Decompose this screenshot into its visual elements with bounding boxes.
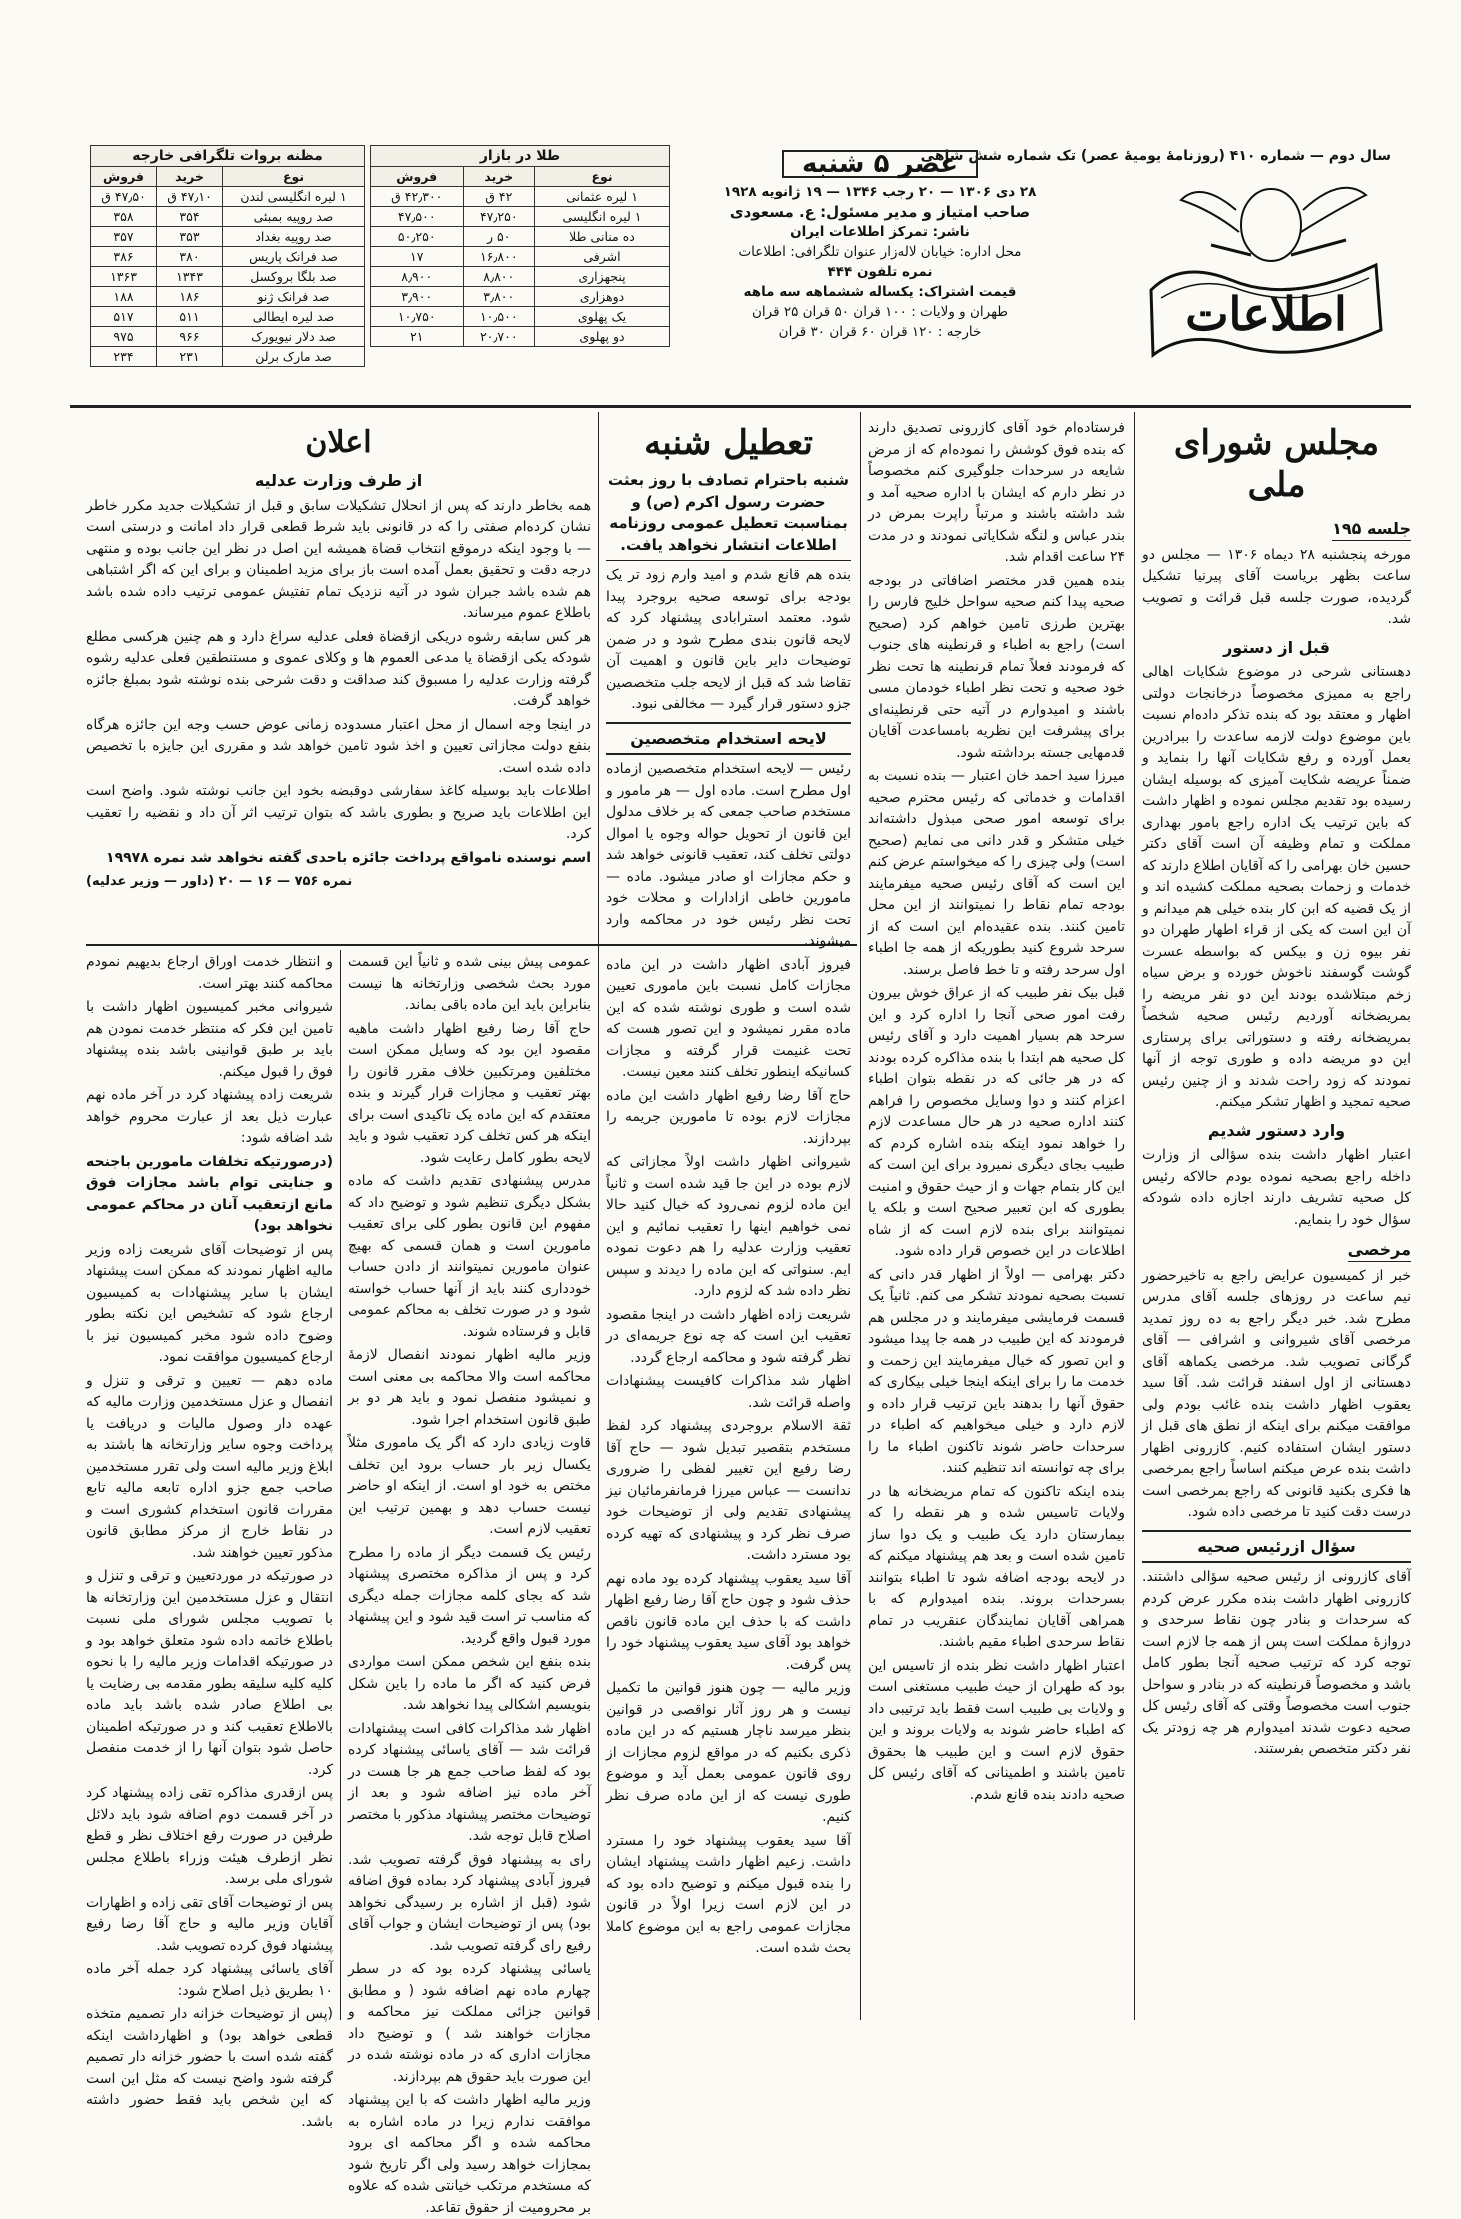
section-heading: قبل از دستور [1223, 637, 1330, 657]
fx-table-cell: ۳۵۴ [157, 207, 223, 227]
article-paragraph: وزیر مالیه اظهار نمودند انفصال لازمهٔ محاکمه است والا محاکمه بی معنی است و نمیشود منفصل نمود و باید هر دو بر طبق قانون استخدام اجرا شود. [348, 1347, 591, 1428]
gold-table-cell: دو پهلوی [535, 327, 670, 347]
article-paragraph: فیروز آبادی اظهار داشت در این ماده مجازات کامل نسبت باین ماموری تعیین شده است و طوری نوشته شده که این ماده مقرر نمیشود و این تصور هست که تحت غنیمت قرار گرفته و مجازات کسانیکه اینطور تخلف کنند معین نیست. [606, 956, 851, 1080]
fx-table-caption: مظنه بروات تلگرافی خارجه [90, 145, 365, 166]
notice-paragraph: اسم نوسنده نامواقع پرداخت جائزه باحدی گفته نخواهد شد نمره ۱۹۹۷۸ [106, 849, 591, 866]
fx-table [90, 166, 365, 367]
gold-table-cell: پنجهزاری [535, 267, 670, 287]
article-paragraph: شیروانی اظهار داشت اولاً مجازاتی که لازم بوده در این جا قید شده است و ثانیاً این ماده لزوم نمی‌رود که خیال کنید حالا نمی خواهیم اینها را تعقیب نمائیم و این تعقیب وزارت عدلیه را هم دعوت نموده ایم. سنواتی که این ماده را دیدند و سپس نظر داده شد که لزوم دارد. [606, 1154, 851, 1299]
article-paragraph: مورخه پنجشنبه ۲۸ دیماه ۱۳۰۶ — مجلس دو ساعت بظهر بریاست آقای پیرنیا تشکیل گردیده، صورت جلسه قبل قرائت و تصویب شد. [1142, 546, 1411, 627]
article-paragraph: ماده دهم — تعیین و ترقی و تنزل و انفصال و عزل مستخدمین وزارت مالیه که عهده دار وصول مالیات و دریافت یا پرداخت وجوه سایر وزارتخانه ها باشند به ابلاغ وزیر مالیه است ولی تقرر مستخدمین صاحب جمع جزو اداره تابعه مالیه تابع مقررات قانون استخدام کشوری است و در نقاط خارج از مرکز مطابق قانون مذکور تعیین خواهند شد. [86, 1372, 333, 1561]
gold-table-cell: ۴۷٫۵۰۰ [371, 207, 464, 227]
article-paragraph: آقای یاسائی پیشنهاد کرد جمله آخر ماده ۱۰ بطریق ذیل اصلاح شود: [86, 1961, 333, 1999]
article-paragraph: و انتظار خدمت اوراق ارجاع بدیهیم نمودم محاکمه کنند بهتر است. [86, 954, 333, 992]
article-paragraph: فرستاده‌ام خود آقای کازرونی تصدیق دارند که بنده فوق کوشش را نموده‌ام که از مرض شایعه در سرحدات جلوگیری کنم مخصوصاً در نظر دارم که ایشان با اداره صحیه آمد و شد داشته باشند و مرتباً راپرت بمرض در بندر عباس و لنگه شکایاتی نمودند و در مدت ۲۴ ساعت اقدام شد. [868, 420, 1125, 565]
column-budget-end [86, 952, 333, 2130]
issue-day: عصر ۵ شنبه [782, 150, 978, 178]
article-paragraph: آقای کازرونی از رئیس صحیه سؤالی داشتند. کازرونی اظهار داشت بنده مکرر عرض کردم که سرحدات و بنادر چون نقاط سرحدی و دروازهٔ مملکت است پس از همه جا لازم است توجه کرد که ترتیب صحیه آنجا بطور کامل باشد و مخصوصاً قرنطینه که در بنادر و سواحل جنوب است مخصوصاً وقتی که آقای رئیس کل صحیه دعوت شدند امیدوارم هر چه زودتر یک نفر دکتر متخصص بفرستند. [1142, 1569, 1411, 1757]
article-paragraph: ثقة الاسلام بروجردی پیشنهاد کرد لفظ مستخدم بتقصیر تبدیل شود — حاج آقا رضا رفیع این تغییر لفظی را ضروری ندانست — عباس میرزا فرمانفرمائیان نیز پیشنهادی تقدیم ولی از توضیحات خود صرف نظر کرد و پیشنهادی که تهیه کرده بود مسترد داشت. [606, 1418, 851, 1563]
gold-table-cell: ۲۰٫۷۰۰ [463, 327, 535, 347]
column-majlis-continued [868, 418, 1125, 2018]
article-paragraph: پس از توضیحات آقای شریعت زاده وزیر مالیه اظهار نمودند که ممکن است پیشنهاد ایشان با سایر پیشنهادات به کمیسیون ارجاع شود که تشخیص این نکته بطور وضوح داده شود مخبر کمیسیون نیز با ارجاع کمیسیون موافقت نمود. [86, 1241, 333, 1365]
article-paragraph: اظهار شد مذاکرات کافیست پیشنهادات واصله قرائت شد. [606, 1373, 851, 1411]
article-paragraph: اعتبار اظهار داشت بنده سؤالی از وزارت داخله راجع بصحیه نموده بودم حالاکه رئیس کل صحیه تشریف دارند اجازه داده شودکه سؤال خود را بنمایم. [1142, 1147, 1411, 1228]
gold-table-cell: دوهزاری [535, 287, 670, 307]
article-paragraph: حاج آقا رضا رفیع اظهار داشت این ماده مجازات لازم بوده تا مامورین جریمه را بپردازند. [606, 1087, 851, 1147]
article-paragraph: (پس از توضیحات خزانه دار تصمیم متخذه قطعی خواهد بود) و اظهارداشت اینکه گفته شده است با حضور خزانه دار تصمیم گرفته شود واضح نیست که مثل این است که این شخص باید فقط حضور داشته باشد. [86, 2006, 333, 2130]
article-paragraph: یاسائی پیشنهاد کرده بود که در سطر چهارم ماده نهم اضافه شود ( و مطابق قوانین جزائی مملکت نیز محاکمه و مجازات خواهند شد ) و توضیح داد مجازات اداری که در ماده نوشته شده در این صورت باید حقوق هم بپردازند. [348, 1961, 591, 2085]
fx-table-row [91, 267, 365, 287]
section-heading: مرخصی [1348, 1239, 1411, 1262]
article-paragraph: مدرس پیشنهادی تقدیم داشت که ماده بشکل دیگری تنظیم شود و توضیح داد که مفهوم این قانون بطور کلی برای تعقیب مامورین است و همان قسمی که بهیچ عنوان مامورین نمیتوانند از دادن حساب خودداری کنند باید از آنها حساب خواسته شود و در صورت تخلف به محاکم عمومی قابل و فرستاده شوند. [348, 1173, 591, 1340]
article-paragraph: شریعت زاده اظهار داشت در اینجا مقصود تعقیب این است که چه نوع جریمه‌ای در نظر گرفته شود و محاکمه ارجاع گردد. [606, 1306, 851, 1366]
gold-table-cell: ۳٫۹۰۰ [371, 287, 464, 307]
article-paragraph: قبل بیک نفر طبیب که از عراق خوش بیرون رفت امور صحی آنجا را اداره کرد و این سرحد هم بسیار اهمیت دارد و آقای رئیس کل صحیه هم ابتدا با بنده مذاکره کرده بودند که در هر جائی که در نقطه بتوان اطباء اعزام کنند و دوا وسایل مخصوص را فراهم کنند اداره صحیه در هر حال مساعدت لازم را خواهد نمود اینکه بنده اشاره کردم که طبیب بجای دیگری نمیرود برای این است که این کار بتمام جهات و از حیث حقوق و امنیت بطوری که ابن تعبیر صحیح است و بلکه یا نمیتوانند برای بنده لازم است که از شاه اطلاعات در این خصوص قرار داده شود. [868, 985, 1125, 1259]
holiday-title: تعطیل شنبه [644, 423, 813, 463]
section-heading: سؤال ازرئیس صحیه [1142, 1530, 1411, 1564]
gold-table-row [371, 187, 670, 207]
fx-table-cell: ۳۸۶ [91, 247, 157, 267]
gold-table-cell: ده منانی طلا [535, 227, 670, 247]
article-paragraph: رئیس — لایحه استخدام متخصصین ازماده اول مطرح است. ماده اول — هر مامور و مستخدم صاحب جمعی که بر خلاف مدلول این قانون از تحویل حواله وجوه یا اموال دولتی تخلف کند، تعقیب قانونی خواهد شد و حکم مجازات او صادر میشود. ماده — مامورین خاطی ازادارات و محلات خود تحت نظر رئیس خود در محاکمه وارد میشوند. [606, 761, 851, 949]
gold-table-row [371, 327, 670, 347]
gold-table-cell: ۳٫۸۰۰ [463, 287, 535, 307]
column-budget-continued [348, 952, 591, 2216]
article-paragraph: پس از توضیحات آقای تقی زاده و اظهارات آقایان وزیر مالیه و حاج آقا رضا رفیع پیشنهاد فوق کرده تصویب شد. [86, 1894, 333, 1954]
fx-table-cell: ۲۳۴ [91, 347, 157, 367]
fx-table-cell: ۹۶۶ [157, 327, 223, 347]
fx-table-cell: ۴۷٫۱۰ ق [157, 187, 223, 207]
fx-table-header-cell: نوع [223, 167, 365, 187]
article-paragraph: قاوت زیادی دارد که اگر یک ماموری مثلاً یکسال زیر بار حساب برود این تخلف مختص به خود او است. از اینکه او حاضر نیست حساب دهد و بهمین ترتیب این تعقیب لازم است. [348, 1435, 591, 1537]
notice-title: اعلان [305, 425, 372, 460]
fx-table-row [91, 347, 365, 367]
article-paragraph: میرزا سید احمد خان اعتبار — بنده نسبت به اقدامات و خدماتی که رئیس محترم صحیه برای توسعه امور صحی مبذول داشته‌اند خیلی متشکر و قدر دانی می نمایم (صحیح است) ولی چیزی را که میخواستم عرض کنم این است که آقای رئیس صحیه میفرمایند بودجه تمام نقاط را نمیتوانند از این محل تامین کنند. بنده عقیده‌ام این است که از سرحد شروع کنید بطوریکه از همه جا اطباء اول سرحد رفته و تا خط فاصل برسند. [868, 768, 1125, 978]
fx-table-cell: صد مارک برلن [223, 347, 365, 367]
fx-table-cell: صد روپیه بغداد [223, 227, 365, 247]
article-paragraph: عمومی پیش بینی شده و ثانیاً این قسمت مورد بحث شخصی وزارتخانه ها نیست بنابراین باید این ماده باقی بماند. [348, 954, 591, 1013]
article-paragraph: شیروانی مخبر کمیسیون اظهار داشت با تامین این فکر که منتظر خدمت نمودن هم باید بر طبق قوانینی باشد بنده پیشنهاد فوق را قبول میکنم. [86, 999, 333, 1080]
gold-price-table [370, 145, 670, 347]
section-heading: لایحه استخدام متخصصین [606, 722, 851, 756]
gold-table-row [371, 307, 670, 327]
fx-table-cell: ۳۵۷ [91, 227, 157, 247]
fx-table-cell: ۱۳۶۳ [91, 267, 157, 287]
phone-line: نمره تلفون ۴۴۴ [827, 264, 933, 280]
gold-table-row [371, 287, 670, 307]
gold-table-cell: ۴۷٫۲۵۰ [463, 207, 535, 227]
gold-table-cell: ۱ لیره انگلیسی [535, 207, 670, 227]
column-holiday-notice [606, 418, 851, 2018]
gold-table-header-cell: خرید [463, 167, 535, 187]
article-paragraph: پس ازقدری مذاکره تقی زاده پیشنهاد کرد در آخر قسمت دوم اضافه شود باید دلائل طرفین در صورت رفع اختلاف نظر و قطع نظر ازطرف هیئت وزراء باطلاع مجلس شورای ملی برسد. [86, 1785, 333, 1887]
article-title: مجلس شورای ملی [1173, 423, 1380, 505]
gold-table-header-cell: فروش [371, 167, 464, 187]
fx-rate-table [90, 145, 365, 367]
gold-table-cell: ۱۰٫۷۵۰ [371, 307, 464, 327]
fx-table-row [91, 207, 365, 227]
fx-table-row [91, 187, 365, 207]
article-paragraph: آقا سید یعقوب پیشنهاد خود را مسترد داشت. زعیم اظهار داشت پیشنهاد ایشان را بنده قبول میکنم و توضیح داده بود که در این لازم است زیرا اولاً در قانون مجازات عمومی راجع به این موضوع کاملا بحث شده است. [606, 1832, 851, 1956]
article-paragraph: حاج آقا رضا رفیع اظهار داشت ماهیه مقصود این بود که وسایل ممکن است مختلفین ومرتکبین خلاف مقرر قانون را بهتر تعقیب و مجازات قرار گیرند و بنده معتقدم که این ماده یک تاکیدی است برای اینکه هر کس تخلف کرد تعقیب شود و باید لایحه بطور کامل رعایت شود. [348, 1020, 591, 1166]
article-paragraph: بنده اینکه تاکنون که تمام مریضخانه ها در ولایات تاسیس شده و هر نقطه را که بیمارستان دارد یک طبیب و یک دوا ساز تامین شده است و بعد هم پیشنهاد میکنم که در لایحه بودجه اضافه شود تا اطباء بتوانند بسرحدات بروند. بنده امیدوارم که با همراهی آقایان نمایندگان عنقریب در تمام نقاط سرحدی اطباء مقیم باشند. [868, 1483, 1125, 1650]
fx-table-cell: ۵۱۱ [157, 307, 223, 327]
column-majlis [1142, 418, 1411, 2018]
fx-table-cell: ۳۵۳ [157, 227, 223, 247]
article-paragraph: خبر از کمیسیون عرایض راجع به تاخیرحضور نیم ساعت در روزهای جلسه آقای مدرس مطرح شد. خبر دیگر راجع به ده روز تمدید مرخصی آقای شیروانی و اشرافی — آقای گرگانی تصویب شد. مرخصی یکماهه آقای دهستانی از اول اسفند قرائت شد. آقا سید یعقوب اظهار داشت بنده غائب بودم ولی موافقت میکنم برای اینکه از نطق های قبل از دستور ایشان استفاده کنیم. کازرونی اظهار داشت بنده عرض میکنم اساساً راجع بمرخصی ها فکری بکنید قانونی که راجع بمرخصی است درست دقت کنید تا مرخصی داده شود. [1142, 1267, 1411, 1520]
gold-table-header-cell: نوع [535, 167, 670, 187]
gold-table-row [371, 267, 670, 287]
fx-table-cell: ۲۳۱ [157, 347, 223, 367]
column-divider [340, 950, 341, 2020]
fx-table-row [91, 227, 365, 247]
article-paragraph: بنده هم قانع شدم و امید وارم زود تر یک بودجه برای توسعه صحیه بروجرد پیدا شود. معتمد استرابادی پیشنهاد کرد که لایحه قانون بندی مطرح شود و در ضمن توضیحات دایر باین قانون و اهمیت آن تقاضا شد که قبل از لایحه جلب متخصصین جزو دستور قرار گیرد — مخالفی نبود. [606, 567, 851, 712]
fx-table-cell: صد فرانک پاریس [223, 247, 365, 267]
gold-table-cell: ۲۱ [371, 327, 464, 347]
gold-table-cell: ۱۷ [371, 247, 464, 267]
fx-table-cell: ۱۸۶ [157, 287, 223, 307]
fx-table-row [91, 307, 365, 327]
section-heading: وارد دستور شدیم [1207, 1120, 1346, 1140]
fx-table-cell: ۹۷۵ [91, 327, 157, 347]
article-paragraph: بنده همین قدر مختصر اضافاتی در بودجه صحیه پیدا کنم صحیه سواحل خلیج فارس را بهترین طرزی تامین خواهم کرد (صحیح است) راجع به اطباء و قرنطینه های جنوب که فرمودند فعلاً تمام قرنطینه ها تحت نظر خود صحیه و تحت نظر اطباء خودمان مسی باشند و امیدوارم در آتیه حتی قرنطینه‌ای برای پیشرفت این نظریه بامساعدت آقایان قدمهایی جسته برداشته شود. [868, 572, 1125, 761]
fx-table-row [91, 327, 365, 347]
masthead-info [700, 150, 1060, 342]
gold-table-row [371, 247, 670, 267]
office-line: محل اداره: خیابان لاله‌زار عنوان تلگرافی: اطلاعات [738, 244, 1022, 260]
fx-table-cell: ۱۳۴۳ [157, 267, 223, 287]
subscription-title: قیمت اشتراک: یکساله ششماهه سه ماهه [743, 284, 1017, 300]
column-divider [860, 412, 861, 2020]
gold-table-cell: ۴۲٫۳۰۰ ق [371, 187, 464, 207]
fx-table-row [91, 287, 365, 307]
fx-table-cell: صد بلگا بروکسل [223, 267, 365, 287]
session-number: جلسه ۱۹۵ [1332, 518, 1411, 541]
fx-table-cell: صد دلار نیویورک [223, 327, 365, 347]
gold-table-cell: ۱۰٫۵۰۰ [463, 307, 535, 327]
fx-table-header-cell: خرید [157, 167, 223, 187]
gold-table-caption: طلا در بازار [370, 145, 670, 166]
logo-text: اطلاعات [1185, 287, 1347, 341]
subscription-abroad: خارجه : ۱۲۰ قران ۶۰ قران ۳۰ قران [778, 324, 982, 340]
notice-paragraph: در اینجا وجه اسمال از محل اعتبار مسدوده زمانی عوض حسب وجه این جائزه هرگاه بنفع دولت مجازاتی تعیین و اخذ شود تامین خواهد شد و مقرری این جایزه با تخصیص داده شده است. [86, 716, 591, 776]
fx-table-cell: ۳۵۸ [91, 207, 157, 227]
column-divider [1134, 412, 1135, 2020]
fx-table-header-cell: فروش [91, 167, 157, 187]
article-paragraph: رای به پیشنهاد فوق گرفته تصویب شد. فیروز آبادی پیشنهاد کرد بماده فوق اضافه شود (قبل از اشاره بر رسیدگی نخواهد بود) پس از توضیحات ایشان و جواب آقای رفیع رای گرفته تصویب شد. [348, 1851, 591, 1954]
ministry-notice [86, 418, 591, 938]
issue-line: سال دوم — شماره ۴۱۰ (روزنامهٔ یومیهٔ عصر) تک شماره شش شاهی [920, 148, 1391, 164]
publisher-line: ناشر: تمرکز اطلاعات ایران [790, 224, 970, 240]
newspaper-logo [1141, 170, 1391, 375]
gold-table-cell: اشرفی [535, 247, 670, 267]
date-line: ۲۸ دی ۱۳۰۶ — ۲۰ رجب ۱۳۴۶ — ۱۹ ژانویه ۱۹۲۸ [723, 184, 1037, 200]
gold-table-row [371, 207, 670, 227]
gold-table-cell: ۴۲ ق [463, 187, 535, 207]
article-paragraph: اعتبار اظهار داشت نظر بنده از تاسیس این بود که طهران از حیث طبیب مستغنی است و ولایات بی طبیب است فقط باید ترتیبی داد که اطباء حاضر شوند به ولایات بروند و این حقوق لازم است و این طبیب ها بحقوق تامین باشند و اطمینانی که آقای رئیس کل صحیه دادند بنده قانع شدم. [868, 1657, 1125, 1803]
notice-signature: نمره ۷۵۶ — ۱۶ — ۲۰ (داور — وزیر عدلیه) [86, 874, 353, 889]
fx-table-cell: ۱ لیره انگلیسی لندن [223, 187, 365, 207]
notice-paragraph: هر کس سابقه رشوه دریکی ازقضاة فعلی عدلیه سراغ دارد و هم چنین هرکسی مطلع شودکه یکی ازقضاة یا مدعی العموم ها و وکلای عموی و مستنطقین فعلی عدلیه رشوه گرفته وزارت عدلیه را مسبوق کند صداقت و دقت شرحی بنده نوشته شود بمبلغ جائزه خواهد گرفت. [86, 628, 591, 709]
logo-emblem-icon [1141, 170, 1391, 375]
holiday-notice: شنبه باحترام تصادف با روز بعثت حضرت رسول اکرم (ص) و بمناسبت تعطیل عمومی روزنامه اطلاعات انتشار نخواهد یافت. [608, 471, 849, 554]
notice-paragraph: اطلاعات باید بوسیله کاغذ سفارشی دوقبضه بخود این جانب نوشته شود. واضح است این اطلاعات باید صریح و بطوری باشد که بتوان ترتیب اثر آن داد و نقضیه را تعقیب کرد. [86, 783, 591, 842]
notice-paragraph: همه بخاطر دارند که پس از انحلال تشکیلات سابق و قبل از تشکیلات جدید مکرر خاطر نشان کرده‌ام صفتی را که در قانونی باید شرط قطعی قرار داد امانت و درستی است — با وجود اینکه درموقع انتخاب قضاة همیشه این اصل در نظر این جانب بوده و منتهی درجه دقت و تحقیق بعمل آمده است باز برای مزید اطمینان و برای این که اگر اشتباهی هم شده باشد جبران شود در آتیه نزدیک تمام تفتیش عمومی ترتیب داده شده باشد باطلاع عموم میرساند. [86, 497, 591, 621]
article-paragraph: شریعت زاده پیشنهاد کرد در آخر ماده نهم عبارت ذیل بعد از عبارت محروم خواهد شد اضافه شود: [86, 1087, 333, 1146]
article-paragraph: وزیر مالیه — چون هنوز قوانین ما تکمیل نیست و هر روز آثار نواقصی در قوانین بنظر میرسد ناچار هستیم که در این ماده ذکری بکنیم که در مواقع لزوم مجازات از روی قانون عمومی بعمل آید و موضوع طوری نیست که از این ماده صرف نظر کنیم. [606, 1680, 851, 1825]
fx-table-row [91, 247, 365, 267]
gold-table-cell: ۱ لیره عثمانی [535, 187, 670, 207]
article-paragraph: دهستانی شرحی در موضوع شکایات اهالی راجع به ممیزی مخصوصاً درخانجات دولتی اظهار و معتقد بود که بنده تذکر داده‌ام نسبت باین موضوع دولت لازمه ساعدت را ببرادرین بعمل آورده و رفع شکایات آنها را بنماید و ضمناً عریضه شکایت آمیزی که بوسیله ایشان رسیده بود تقدیم مجلس نموده و اظهار داشت که باین ترتیب یک اداره راجع بامور بهداری مملکت و تمام وظیفه آن است آقای دکتر حسین خان بهرامی را که آقایان اطلاع دارند که خدمات و زحمات بصحیه مملکت کشیده اند و از یک قضیه که ابن کار بنده خیلی هم میدانم و آن این است که یکی از قراء اطهار طهران دو نفر بیوه زن و بیکس که بواسطه عسرت گوشت گوسفند ناخوش خورده و برض سیاه زخم مبتلاشده بودند این دو نفر مریضه را بمریضخانه آوردیم رئیس صحیه شخصاً بمریضخانه رفته و دستوراتی برای پرستاری این دو مریضه داده و طوری توجه از آنها نمودند که زود راحت شدند و از چنین رئیس صحیه تمجید و اظهار تشکر میکنم. [1142, 664, 1411, 1110]
fx-table-cell: صد روپیه بمبئی [223, 207, 365, 227]
gold-table [370, 166, 670, 347]
gold-table-cell: ۵۰ ر [463, 227, 535, 247]
notice-subtitle: از طرف وزارت عدلیه [254, 471, 423, 490]
fx-table-cell: صد فرانک ژنو [223, 287, 365, 307]
gold-table-cell: ۱۶٫۸۰۰ [463, 247, 535, 267]
article-paragraph: در صورتیکه در موردتعیین و ترقی و تنزل و انتقال و عزل مستخدمین این وزارتخانه ها با تصویب مجلس شورای ملی نسبت باطلاع خاتمه داده شود متعلق خواهد بود و در صورتیکه اقدامات وزیر مالیه را با نحوه کلیه کلیه سلیقه بطور مقدمه بی رضایت یا بی اطلاع صادر شده باشد باید ماده بالاطلاع تعقیب کند و در صورتیکه اطمینان حاصل شود بتوان آنها را از خدمت منفصل کرد. [86, 1568, 333, 1778]
article-paragraph: رئیس یک قسمت دیگر از ماده را مطرح کرد و پس از مذاکره مختصری پیشنهاد شد که بجای کلمه مجازات جمله دیگری که مناسب تر است قید شود و این پیشنهاد مورد قبول واقع گردید. [348, 1544, 591, 1647]
article-paragraph: آقا سید یعقوب پیشنهاد کرده بود ماده نهم حذف شود و چون حاج آقا رضا رفیع اظهار داشت که با حذف این ماده قانون ناقص خواهد بود آقای سید یعقوب پیشنهاد خود را پس گرفت. [606, 1570, 851, 1673]
owner-line: صاحب امتیاز و مدیر مسئول: ع. مسعودی [729, 203, 1031, 221]
article-paragraph: اظهار شد مذاکرات کافی است پیشنهادات قرائت شد — آقای یاسائی پیشنهاد کرده بود که لفظ صاحب جمع هر جا هست در آخر ماده نیز اضافه شود و بعد از توضیحات مختصر پیشنهاد مذکور با مختصر اصلاح قابل توجه شد. [348, 1720, 591, 1844]
fx-table-cell: ۴۷٫۵۰ ق [91, 187, 157, 207]
article-paragraph: بنده بنفع این شخص ممکن است مواردی فرض کنید که اگر ما ماده را باین شکل بنویسیم اشکالی پیدا نخواهد شد. [348, 1654, 591, 1713]
gold-table-cell: یک پهلوی [535, 307, 670, 327]
gold-table-cell: ۸٫۹۰۰ [371, 267, 464, 287]
subscription-tehran: طهران و ولایات : ۱۰۰ قران ۵۰ قران ۲۵ قران [751, 304, 1009, 320]
gold-table-cell: ۸٫۸۰۰ [463, 267, 535, 287]
masthead-divider [70, 405, 1411, 408]
gold-table-row [371, 227, 670, 247]
article-paragraph: وزیر مالیه اظهار داشت که با این پیشنهاد موافقت ندارم زیرا در ماده اشاره به محاکمه شده و اگر محاکمه ای برود بمجازات خواهد رسید ولی اگر تاریخ شود که مستخدم مرتکب خیانتی شده که علاوه بر محرومیت از حقوق تقاعد. [348, 2092, 591, 2216]
fx-table-cell: ۳۸۰ [157, 247, 223, 267]
gold-table-cell: ۵۰٫۲۵۰ [371, 227, 464, 247]
fx-table-cell: ۱۸۸ [91, 287, 157, 307]
fx-table-cell: صد لیره ایطالی [223, 307, 365, 327]
column-divider [598, 412, 599, 2020]
article-paragraph: دکتر بهرامی — اولاً از اظهار قدر دانی که نسبت بصحیه نمودند تشکر می کنم. ثانیاً یک قسمت فرمایشی میفرمایند و در مجلس هم فرمودند که این طبیب در همه جا پیدا میشود و ابن تصور که خیال میفرمایند این زحمت و خدمت ما را برای اینکه اینجا خیلی بیکاری که حقوق آنها را بدهند باین ترتیب قرار داده و لازم دارد و خیلی میخواهیم که اطباء در سرحدات حاضر شوند تاکنون اطباء ما را برای چه توانسته اند تنظیم کنند. [868, 1266, 1125, 1476]
fx-table-cell: ۵۱۷ [91, 307, 157, 327]
article-paragraph: (درصورتیکه تخلفات مامورین باجنحه و جنایتی توام باشد مجازات فوق مانع ازتعقیب آنان در محاکم عمومی نخواهد بود) [86, 1153, 333, 1234]
